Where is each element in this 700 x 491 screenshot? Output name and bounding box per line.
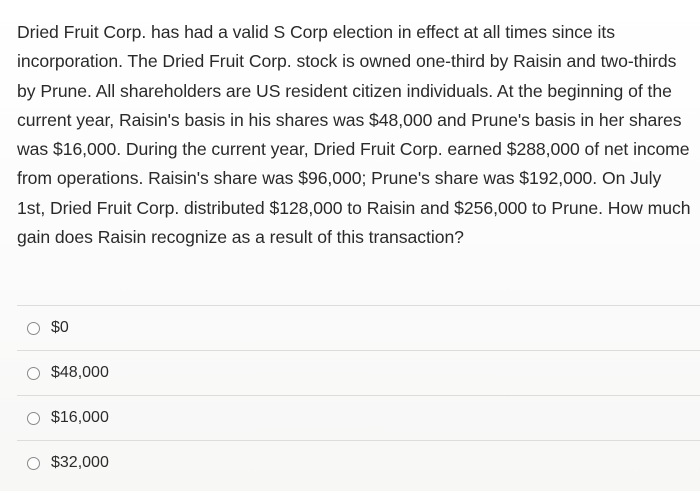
radio-button-icon[interactable] xyxy=(27,412,40,425)
answer-options xyxy=(0,305,700,485)
answer-option-3[interactable] xyxy=(0,441,700,485)
question-text: Dried Fruit Corp. has had a valid S Corp election in effect at all times since its incorporation. The Dried Fruit Corp. stock is owned one-third by Raisin and two-thirds by Prune. All shareholders are US resident citizen individuals. At the beginning of the current year, Raisin's basis in his shares was $48,000 and Prune's basis in her shares was $16,000. During the current year, Dried Fruit Corp. earned $288,000 of net income from operations. Raisin's share was $96,000; Prune's share was $192,000. On July 1st, Dried Fruit Corp. distributed $128,000 to Raisin and $256,000 to Prune. How much gain does Raisin recognize as a result of this transaction? xyxy=(17,22,691,248)
answer-label: $0 xyxy=(51,319,69,336)
answer-label: $32,000 xyxy=(51,454,109,471)
answer-option-1[interactable] xyxy=(0,351,700,395)
radio-button-icon[interactable] xyxy=(27,367,40,380)
answer-option-0[interactable] xyxy=(0,306,700,350)
radio-button-icon[interactable] xyxy=(27,457,40,470)
answer-label: $16,000 xyxy=(51,409,109,426)
radio-button-icon[interactable] xyxy=(27,322,40,335)
answer-label: $48,000 xyxy=(51,364,109,381)
answer-option-2[interactable] xyxy=(0,396,700,440)
